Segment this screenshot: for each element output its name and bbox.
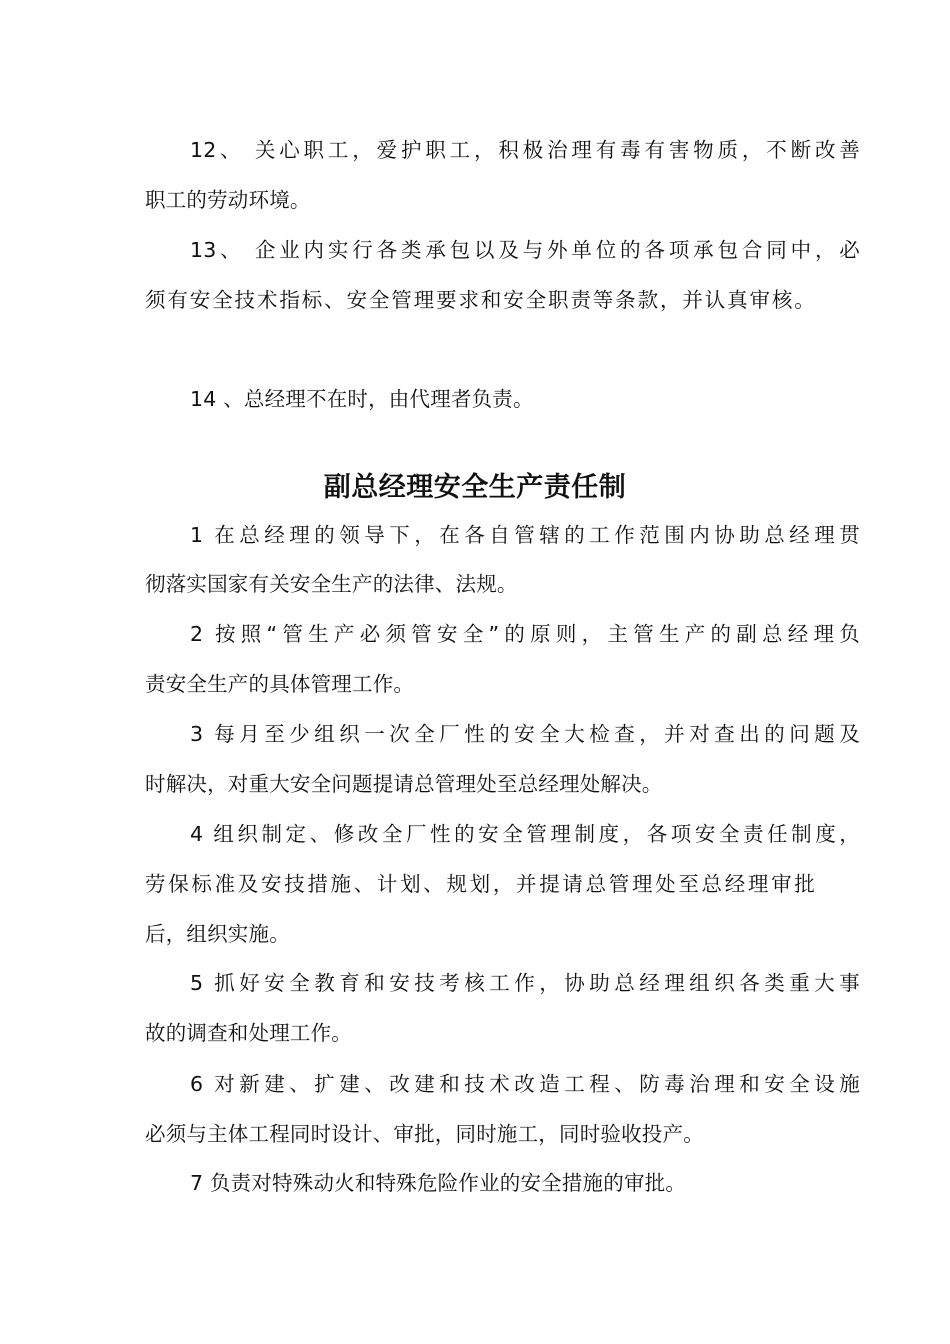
item-13-line-2: 须有安全技术指标、安全管理要求和安全职责等条款，并认真审核。 xyxy=(145,288,815,312)
section-item-3-line-1: 3 每月至少组织一次全厂性的安全大检查，并对查出的问题及 xyxy=(190,722,860,746)
section-item-2-line-1: 2 按照“管生产必须管安全”的原则，主管生产的副总经理负 xyxy=(190,622,860,646)
section-title: 副总经理安全生产责任制 xyxy=(323,472,627,503)
item-14-line-1: 14 、总经理不在时，由代理者负责。 xyxy=(190,387,534,411)
section-item-6-line-2: 必须与主体工程同时设计、审批，同时施工，同时验收投产。 xyxy=(145,1122,704,1146)
section-item-5-line-1: 5 抓好安全教育和安技考核工作，协助总经理组织各类重大事 xyxy=(190,971,860,995)
section-item-1-line-2: 彻落实国家有关安全生产的法律、法规。 xyxy=(145,572,518,596)
section-item-4-line-2: 劳保标准及安技措施、计划、规划，并提请总管理处至总经理审批 xyxy=(145,872,815,896)
section-item-4-line-1: 4 组织制定、修改全厂性的安全管理制度，各项安全责任制度， xyxy=(190,822,860,846)
section-item-6-line-1: 6 对新建、扩建、改建和技术改造工程、防毒治理和安全设施 xyxy=(190,1072,860,1096)
section-item-4-line-3: 后，组织实施。 xyxy=(145,922,290,946)
item-12-line-2: 职工的劳动环境。 xyxy=(145,188,311,212)
section-item-2-line-2: 责安全生产的具体管理工作。 xyxy=(145,672,415,696)
section-item-7-line-1: 7 负责对特殊动火和特殊危险作业的安全措施的审批。 xyxy=(190,1171,687,1195)
section-item-3-line-2: 时解决，对重大安全问题提请总管理处至总经理处解决。 xyxy=(145,772,663,796)
item-13-line-1: 13、 企业内实行各类承包以及与外单位的各项承包合同中，必 xyxy=(190,238,860,262)
section-item-1-line-1: 1 在总经理的领导下，在各自管辖的工作范围内协助总经理贯 xyxy=(190,523,860,547)
item-12-line-1: 12、 关心职工，爱护职工，积极治理有毒有害物质，不断改善 xyxy=(190,138,860,162)
section-item-5-line-2: 故的调查和处理工作。 xyxy=(145,1021,352,1045)
